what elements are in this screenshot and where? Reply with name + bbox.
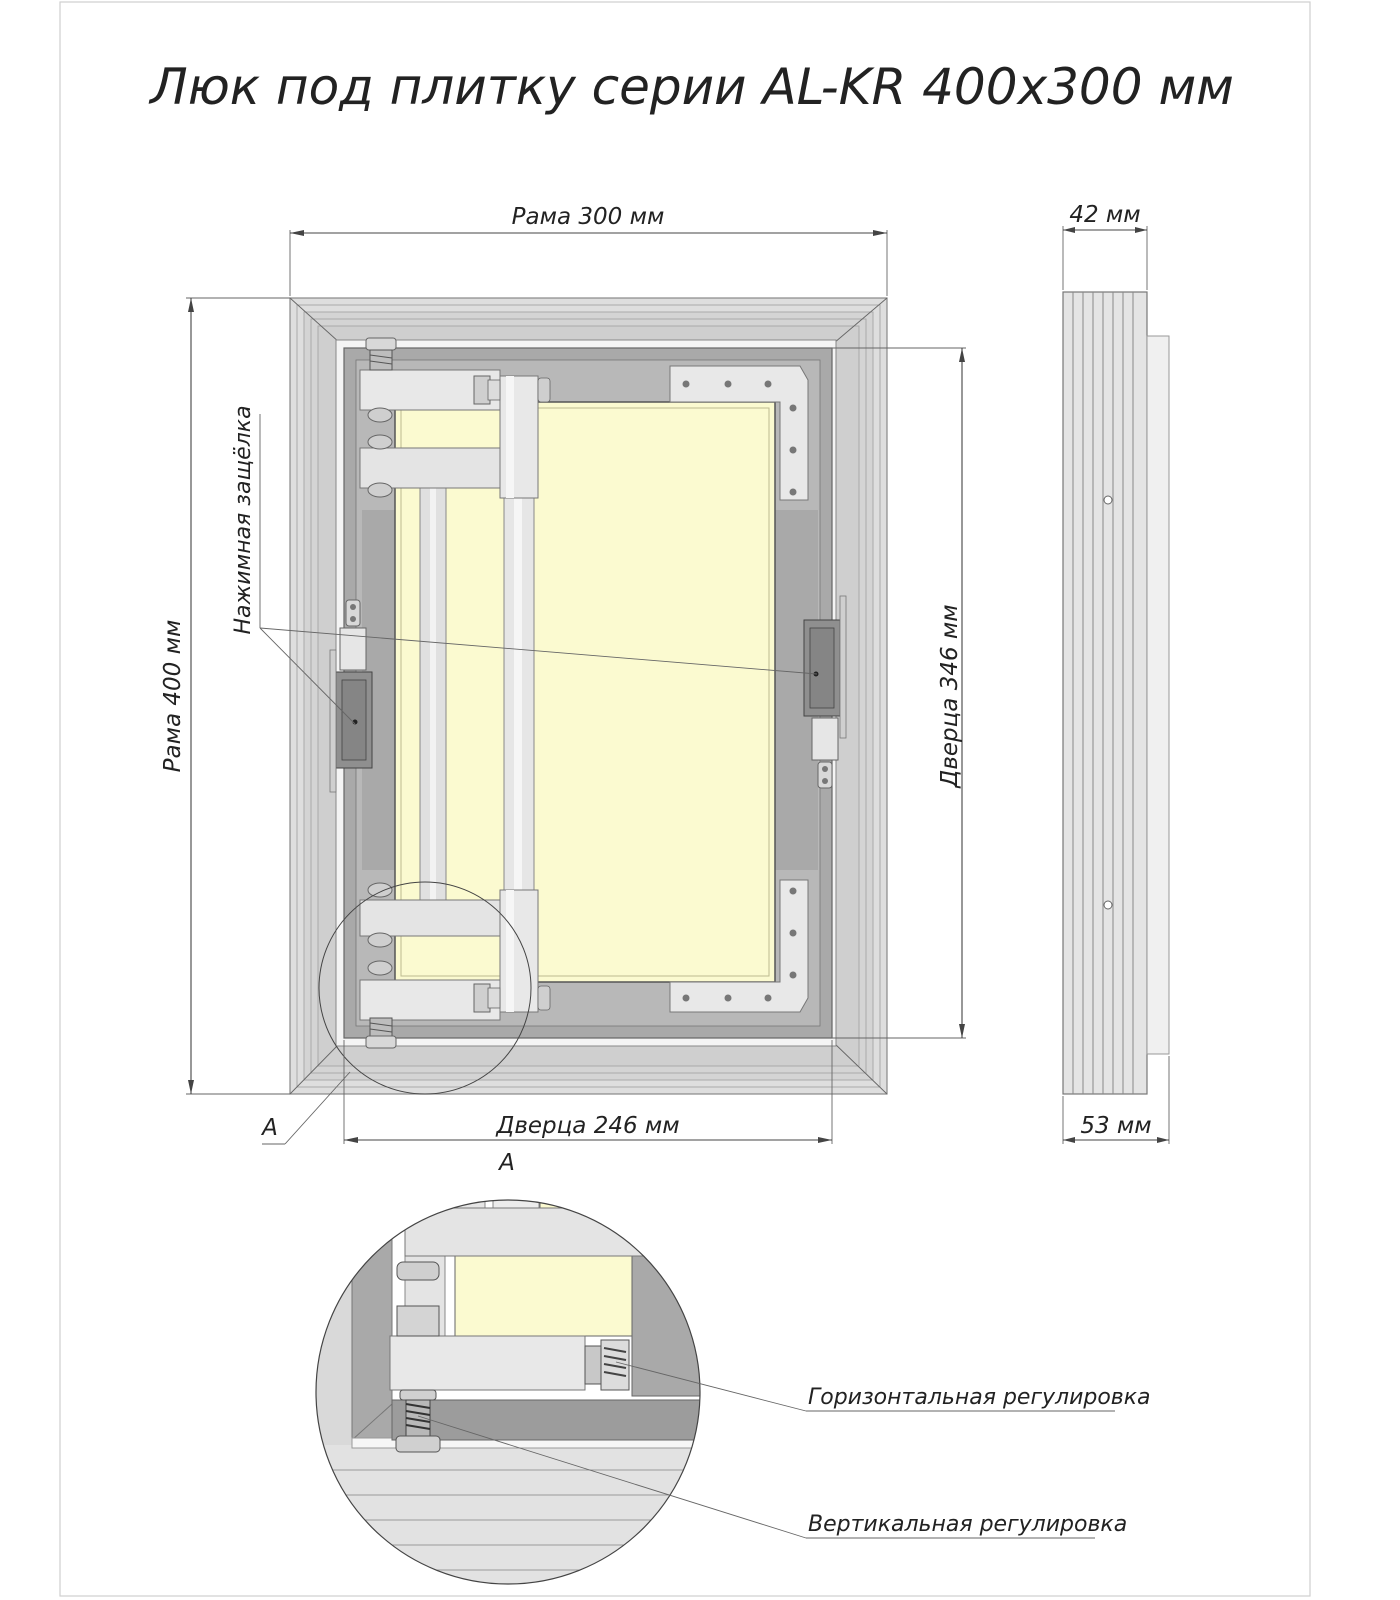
door-height-label: Дверца 346 мм — [937, 604, 963, 788]
adjust-screw-top — [366, 338, 396, 370]
drawing-title: Люк под плитку серии AL-KR 400х300 мм — [150, 58, 1234, 116]
latch-label: Нажимная защёлка — [231, 405, 256, 635]
frame-width-label: Рама 300 мм — [511, 204, 665, 230]
tile-panel — [395, 402, 775, 982]
detail-title: A — [499, 1150, 515, 1176]
adjust-screw-bottom — [366, 1018, 396, 1048]
frame-height-label: Рама 400 мм — [160, 619, 186, 773]
vertical-adjust-label: Вертикальная регулировка — [808, 1512, 1128, 1537]
side-depth-top-label: 42 мм — [1069, 202, 1141, 228]
side-depth-bottom-label: 53 мм — [1080, 1113, 1152, 1139]
side-view — [1063, 292, 1169, 1094]
front-view — [290, 298, 887, 1094]
door-width-label: Дверца 246 мм — [496, 1113, 680, 1139]
side-profile — [1063, 292, 1147, 1094]
detail-marker-label: A — [262, 1115, 278, 1141]
horizontal-adjust-label: Горизонтальная регулировка — [808, 1385, 1151, 1410]
